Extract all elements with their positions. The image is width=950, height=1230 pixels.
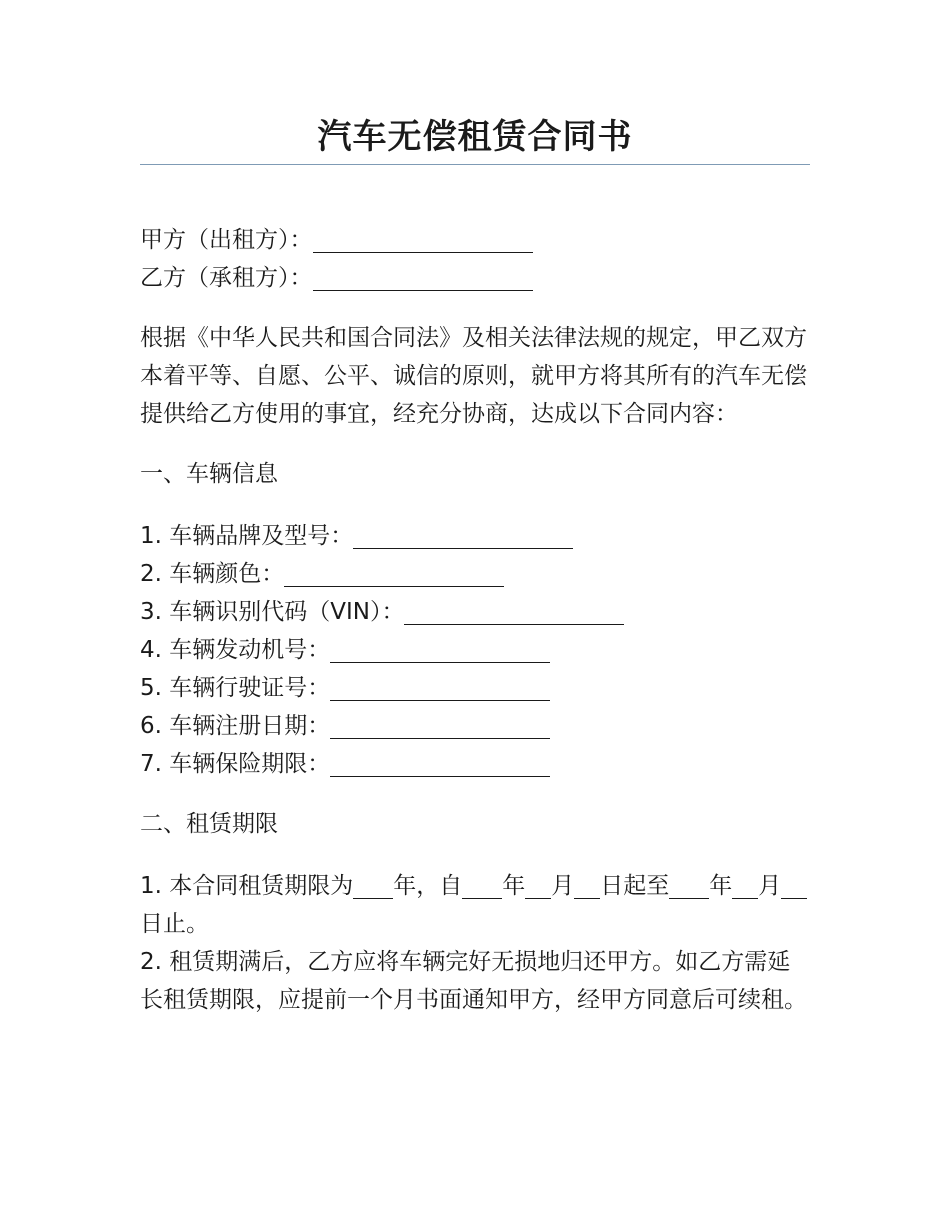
item-label: 2. 车辆颜色：	[140, 561, 285, 587]
item-blank[interactable]	[330, 674, 550, 701]
text-part: 日起至	[600, 873, 670, 899]
title-underline	[140, 164, 810, 165]
item-blank[interactable]	[330, 712, 550, 739]
vehicle-info-item	[140, 593, 810, 631]
end-day-blank[interactable]	[781, 872, 807, 899]
lease-term-list	[140, 867, 810, 1019]
start-month-blank[interactable]	[525, 872, 551, 899]
text-part: 月	[551, 873, 575, 899]
vehicle-info-item	[140, 707, 810, 745]
item-blank[interactable]	[330, 750, 550, 777]
text-part: 年	[709, 873, 733, 899]
item-blank[interactable]	[284, 560, 504, 587]
party-b-line	[140, 259, 810, 297]
item-label: 1. 车辆品牌及型号：	[140, 523, 354, 549]
end-month-blank[interactable]	[732, 872, 758, 899]
text-part: 1. 本合同租赁期限为	[140, 873, 354, 899]
party-b-blank[interactable]	[313, 264, 533, 291]
item-blank[interactable]	[353, 522, 573, 549]
item-label: 7. 车辆保险期限：	[140, 751, 331, 777]
item-label: 3. 车辆识别代码（VIN）：	[140, 599, 405, 625]
text-part: 日止。	[140, 911, 209, 937]
party-a-line	[140, 221, 810, 259]
item-label: 4. 车辆发动机号：	[140, 637, 331, 663]
document-title: 汽车无偿租赁合同书	[317, 117, 633, 157]
end-year-blank[interactable]	[669, 872, 709, 899]
item-label: 6. 车辆注册日期：	[140, 713, 331, 739]
vehicle-info-item	[140, 745, 810, 783]
text-part: 年	[502, 873, 526, 899]
section-2-heading: 二、租赁期限	[140, 811, 278, 837]
lease-term-item-1	[140, 867, 810, 943]
item-label: 5. 车辆行驶证号：	[140, 675, 331, 701]
vehicle-info-item	[140, 631, 810, 669]
vehicle-info-list	[140, 517, 810, 783]
lease-term-item-2: 2. 租赁期满后，乙方应将车辆完好无损地归还甲方。如乙方需延长租赁期限，应提前一个月书面通知甲方，经甲方同意后可续租。	[140, 949, 807, 1013]
vehicle-info-item	[140, 555, 810, 593]
party-b-label: 乙方（承租方）：	[140, 265, 313, 291]
text-part: 年，自	[393, 873, 463, 899]
start-day-blank[interactable]	[574, 872, 600, 899]
years-blank[interactable]	[353, 872, 393, 899]
text-part: 月	[758, 873, 782, 899]
party-a-label: 甲方（出租方）：	[140, 227, 313, 253]
section-1-heading: 一、车辆信息	[140, 461, 278, 487]
item-blank[interactable]	[404, 598, 624, 625]
start-year-blank[interactable]	[462, 872, 502, 899]
vehicle-info-item	[140, 517, 810, 555]
vehicle-info-item	[140, 669, 810, 707]
parties-block	[140, 221, 810, 297]
party-a-blank[interactable]	[313, 226, 533, 253]
contract-page	[140, 0, 810, 1019]
item-blank[interactable]	[330, 636, 550, 663]
intro-paragraph: 根据《中华人民共和国合同法》及相关法律法规的规定，甲乙双方本着平等、自愿、公平、诚信的原则，就甲方将其所有的汽车无偿提供给乙方使用的事宜，经充分协商，达成以下合同内容：	[140, 325, 807, 427]
